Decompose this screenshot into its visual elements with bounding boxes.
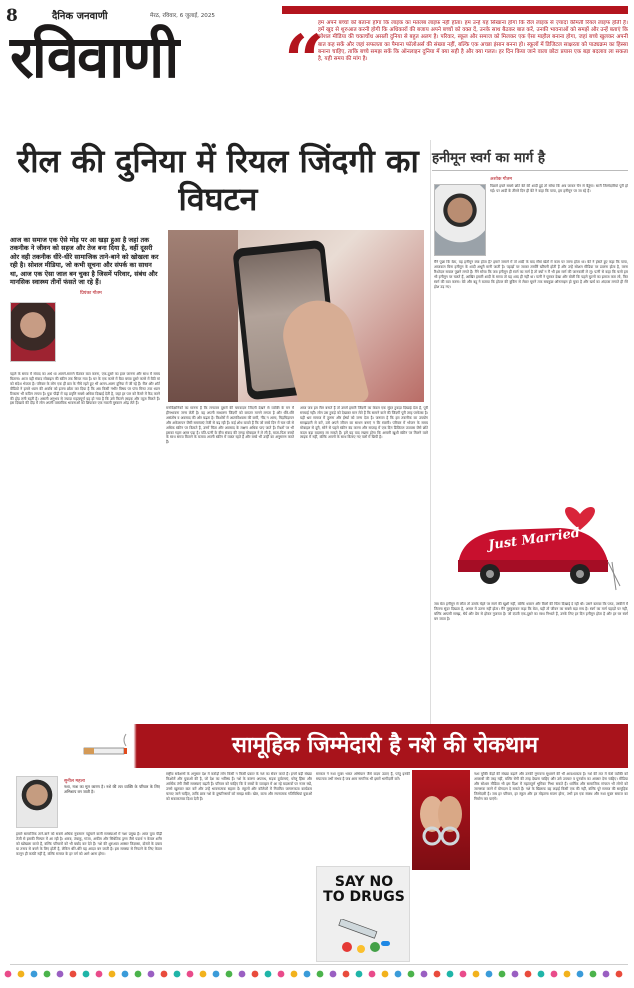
- decorative-dot: [213, 971, 220, 978]
- lower-article-intro: नशा, नाश का मूल कारण है। नशे की लत व्यक्ति के परिवार के लिए अभिशाप बन जाती है।: [64, 784, 160, 794]
- decorative-dot: [96, 971, 103, 978]
- decorative-dot: [473, 971, 480, 978]
- decorative-dot: [239, 971, 246, 978]
- handcuffed-hands-photo: [412, 770, 470, 870]
- paper-name: दैनिक जनवाणी: [52, 11, 108, 22]
- decorative-dot: [18, 971, 25, 978]
- lower-article-column-1: हमारे सामाजिक ताने-बाने को सबसे अधिक नुकसान पहुंचाने वाली समस्याओं में नशा प्रमुख है। आज युवा पीढ़ी तेजी से इसकी गिरफ्त में आ रही है। शराब, तंबाकू, गांजा, अफीम और सिंथेटिक ड्रग्स जैसे पदार्थ न केवल शरीर को खोखला करते हैं, बल्कि परिवारों को भी बर्बाद कर देते हैं। नशे की शुरुआत अक्सर जिज्ञासा, दोस्तों के दबाव या तनाव से बचने के लिए होती है, लेकिन धीरे-धीरे यह आदत बन जाती है। इस समस्या से निपटने के लिए केवल कानून ही काफी नहीं है, बल्कि समाज के हर वर्ग को आगे आना होगा।: [16, 832, 162, 856]
- side-author-photo: [434, 184, 486, 256]
- intro-quote-text: हम अपने बच्चों को बताना होगा कि लाइक का मतलब लाइफ़ नहीं होता। हम उन्हें यह सिखाना होगा कि रील लाइक से ज़्यादा कीमती रियल लाइफ होती है। हमें खुद से शुरुआत करनी होगी कि अधिकारों की बजाय अपने बच्चों को वक्त दें, उनके साथ बैठकर बात करें, उनकी भावनाओं को समझें और उन्हें बताएं कि सोशल मीडिया की चकाचौंध असली दुनिया से बहुत अलग है। परिवार, स्कूल और समाज को मिलकर एक ऐसा माहौल बनाना होगा, जहां बच्चे खुलकर अपनी बात कह सकें और जहां सफलता का पैमाना फॉलोअर्स की संख्या नहीं, बल्कि एक अच्छा इंसान बनना हो। स्कूलों में डिजिटल साक्षरता को पाठ्यक्रम का हिस्सा बनाना चाहिए, ताकि बच्चे समझ सकें कि ऑनलाइन दुनिया में क्या सही है और क्या गलत। हर दिन किया जाने वाला छोटा प्रयास एक बड़ा बदलाव ला सकता है, यही समय की मांग है।: [318, 20, 628, 63]
- decorative-dot: [382, 971, 389, 978]
- decorative-dot: [551, 971, 558, 978]
- decorative-dot: [135, 971, 142, 978]
- decorative-dot: [590, 971, 597, 978]
- cigarette-icon: [82, 730, 130, 764]
- decorative-dot: [148, 971, 155, 978]
- decorative-dot: [278, 971, 285, 978]
- decorative-dot: [369, 971, 376, 978]
- decorative-dot: [200, 971, 207, 978]
- decorative-dot: [70, 971, 77, 978]
- article-lede: आज का समाज एक ऐसे मोड़ पर आ खड़ा हुआ है जहां तक तकनीक ने जीवन को सहज और तेज बना दिया है, वहीं दूसरी ओर वही तकनीक धीरे-धीरे सामाजिक ताने-बाने को खोखला कर रही है। सोशल मीडिया, जो कभी सूचना और संपर्क का साधन था, आज एक ऐसा जाल बन चुका है जिसमें परिवार, संबंध और मानसिक स्वास्थ्य तीनों फंसते जा रहे हैं।: [10, 236, 159, 287]
- decorative-dot: [486, 971, 493, 978]
- lower-article-column-3: सरकार ने नशा मुक्त भारत अभियान जैसे कदम उठाए हैं, परंतु इनकी सफलता तभी संभव है जब आम नागरिक भी इसमें भागीदारी करें।: [316, 772, 410, 781]
- article-column-3: आज जब हम रील बनाते हैं तो उसमें हमारी जिंदगी का केवल एक सुंदर टुकड़ा दिखाई देता है, पूरी सच्चाई नहीं। लोग उस टुकड़े को देखकर मान लेते हैं कि सामने वाले की जिंदगी पूरी तरह परफेक्ट है। यही भ्रम समाज में तुलना और ईर्ष्या को जन्म देता है। जरूरत है कि हम तकनीक का उपयोग समझदारी से करें, उसे अपने जीवन का साधन बनाएं न कि स्वामी। परिवार में भोजन के समय मोबाइल से दूरी, सोने से पहले स्क्रीन बंद करना और सप्ताह में एक दिन डिजिटल उपवास जैसे छोटे कदम बड़ा बदलाव ला सकते हैं। हमें यह याद रखना होगा कि असली खुशी स्क्रीन पर मिलने वाले लाइक में नहीं, बल्कि अपनों के साथ बिताए गए पलों में छिपी है।: [300, 406, 428, 440]
- article-headline: रील की दुनिया में रियल जिंदगी का विघटन: [17, 142, 419, 218]
- page-number: 8: [6, 6, 18, 26]
- decorative-dot: [317, 971, 324, 978]
- decorative-dot: [499, 971, 506, 978]
- handcuff-icon: [412, 770, 470, 870]
- article-column-2: मनोवैज्ञानिकों का मानना है कि लगातार दूसरों की चमकदार जिंदगी देखने से व्यक्ति के मन में हीनभावना जन्म लेती है। वह अपनी साधारण जिंदगी को कमतर मानने लगता है और धीरे-धीरे असंतोष व अवसाद की ओर बढ़ता है। किशोरों में आत्मविश्वास की कमी, नींद न आना, चिड़चिड़ापन और अकेलापन जैसी समस्याएं तेजी से बढ़ रही हैं। कई शोध बताते हैं कि जो बच्चे दिन में चार घंटे से अधिक स्क्रीन पर बिताते हैं, उनमें चिंता और अवसाद के लक्षण अधिक पाए जाते हैं। रिश्तों पर भी इसका गहरा असर पड़ा है। पति-पत्नी के बीच संवाद की जगह मोबाइल ने ले ली है, माता-पिता बच्चों के साथ समय बिताने के बजाय अपनी स्क्रीन में व्यस्त रहते हैं और बच्चे भी उन्हीं का अनुसरण करते हैं।: [166, 406, 294, 445]
- footer-rule: [10, 964, 628, 965]
- decorative-dot: [187, 971, 194, 978]
- decorative-dot: [421, 971, 428, 978]
- decorative-dot: [434, 971, 441, 978]
- decorative-dot: [226, 971, 233, 978]
- just-married-text: Just Married: [487, 525, 581, 554]
- side-article-headline: हनीमून स्वर्ग का मार्ग है: [432, 150, 546, 166]
- photo-background: [168, 230, 238, 402]
- article-photo-phone-reel: [168, 230, 424, 402]
- lower-article-headline: सामूहिक जिम्मेदारी है नशे की रोकथाम: [231, 733, 539, 758]
- section-title: रविवाणी: [10, 23, 178, 91]
- just-married-illustration: [440, 474, 624, 594]
- article-column-1: पहले के समय में संवाद का अर्थ था आमने-सामने बैठकर बात करना, एक-दूसरे का हाल जानना और साथ में समय बिताना। आज वही संवाद मोबाइल की स्क्रीन तक सिमट गया है। घर के एक कमरे में बैठा बच्चा दूसरे कमरे में बैठी मां को संदेश भेजता है। परिवार के लोग एक ही छत के नीचे रहते हुए भी अलग-अलग दुनिया में जी रहे हैं। रील और शॉर्ट वीडियो ने हमारे ध्यान की अवधि को इतना छोटा कर दिया है कि अब किसी गंभीर विषय पर पांच मिनट तक ध्यान टिकाना भी कठिन लगता है। युवा पीढ़ी में यह प्रवृत्ति सबसे अधिक दिखाई देती है, जहां हर पल को कैमरे में कैद करने की होड़ लगी रहती है। असली अनुभव से ज्यादा महत्वपूर्ण यह हो गया है कि उसे कितने लाइक और व्यूज मिलते हैं। इस दिखावे की दौड़ में लोग अपनी वास्तविक भावनाओं को छिपाकर एक नकली मुस्कान ओढ़ लेते हैं।: [10, 372, 160, 406]
- decorative-dot: [330, 971, 337, 978]
- side-article-column-2: मैंने पूछा कि बेटा, यह हनीमून क्या होता है? हमारे जमाने में तो शादी के बाद सीधे खेतों में काम पर जाना होता था। बेटे ने हंसते हुए कहा कि पापा, आजकल बिना हनीमून के शादी अधूरी मानी जाती है। पहाड़ों पर जाकर तस्वीरें खींचनी होती हैं और उन्हें सोशल मीडिया पर डालना होता है, वरना रिश्तेदार सवाल पूछने लगते हैं। मैंने सोचा कि जब हनीमून ही स्वर्ग का मार्ग है तो क्यों न मैं भी इस मार्ग की जानकारी ले लूं। पत्नी से कहा कि चलो हम भी हनीमून पर चलते हैं, आखिर हमारी शादी के समय तो यह शब्द ही नहीं था। पत्नी ने घूरकर देखा और बोली कि पहले घुटनों का इलाज करा लो, फिर स्वर्ग की बात करना। बेटे और बहू ने बताया कि होटल की बुकिंग से लेकर घूमने तक सबकुछ ऑनलाइन हो चुका है और खर्च का अंदाजा लगाते ही मेरे होश उड़ गए।: [434, 260, 628, 289]
- syringe-pills-icon: [335, 919, 393, 957]
- decorative-dot: [304, 971, 311, 978]
- decorative-dot: [252, 971, 259, 978]
- edition-meta: मेरठ, रविवार, 6 जुलाई, 2025: [150, 13, 215, 19]
- decorative-dot: [174, 971, 181, 978]
- lower-author-photo: [16, 776, 58, 828]
- decorative-dot: [31, 971, 38, 978]
- decorative-dot: [57, 971, 64, 978]
- decorative-dot: [161, 971, 168, 978]
- lower-article-column-2: राष्ट्रीय सर्वेक्षणों के अनुसार देश में करोड़ों लोग किसी न किसी प्रकार के नशे का सेवन करते हैं। इनमें बड़ी संख्या किशोरों और युवाओं की है, जो देश का भविष्य हैं। नशे के कारण अपराध, सड़क दुर्घटनाएं, घरेलू हिंसा और आर्थिक तंगी जैसी समस्याएं बढ़ती हैं। परिवार को चाहिए कि वे बच्चों के व्यवहार में आ रहे बदलावों पर नजर रखें, उनसे खुलकर बात करें और उन्हें भावनात्मक सहारा दें। स्कूलों और कॉलेजों में नियमित जागरूकता कार्यक्रम चलाए जाने चाहिए, ताकि छात्र नशे के दुष्परिणामों को समझ सकें। खेल, कला और रचनात्मक गतिविधियां युवाओं को सकारात्मक दिशा देती हैं।: [166, 772, 312, 801]
- decorative-dot: [447, 971, 454, 978]
- decorative-dot: [616, 971, 623, 978]
- decorative-dot: [538, 971, 545, 978]
- side-rule: [432, 170, 628, 171]
- top-red-band: [282, 6, 628, 14]
- decorative-dot: [291, 971, 298, 978]
- decorative-dot: [460, 971, 467, 978]
- side-article-column-1: पिछले हफ्ते सबसे छोटे बेटे की शादी हुई तो सोचा कि अब जाकर चैन से बैठूंगा। सारी जिम्मेदारियां पूरी हो गईं। पर शादी के तीसरे दिन ही बेटे ने कहा कि पापा, हम हनीमून पर जा रहे हैं।: [490, 184, 628, 193]
- decorative-dot: [122, 971, 129, 978]
- say-no-to-drugs-poster: [316, 866, 410, 962]
- decorative-dot: [265, 971, 272, 978]
- decorative-dot: [603, 971, 610, 978]
- decorative-dot: [525, 971, 532, 978]
- decorative-dot: [395, 971, 402, 978]
- side-article-column-3: जब बेटा हनीमून से लौटा तो उसके चेहरे पर स्वर्ग की खुशी नहीं, बल्कि थकान और बिलों की चिंता दिखाई दे रही थी। उसने बताया कि पापा, तस्वीरों में जितना सुंदर दिखता है, असल में उतना नहीं होता। मैंने मुस्कुराकर कहा कि बेटा, यही तो जीवन का सबसे बड़ा सच है। स्वर्ग का मार्ग पहाड़ों पर नहीं, बल्कि आपसी समझ, धैर्य और प्रेम से होकर गुजरता है। जो दंपती एक-दूसरे का साथ निभाते हैं, उनके लिए हर दिन हनीमून होता है और हर घर स्वर्ग बन जाता है।: [434, 602, 628, 621]
- decorative-dot: [564, 971, 571, 978]
- side-article-byline: अशोक गौतम: [490, 177, 512, 182]
- lower-article-column-4: नशा मुक्ति केंद्रों की संख्या बढ़ाने और उनकी गुणवत्ता सुधारने की भी आवश्यकता है। नशे की लत में फंसे व्यक्ति को अपराधी की तरह नहीं, बल्कि रोगी की तरह देखना चाहिए और उसे उपचार व पुनर्वास का अवसर देना चाहिए। मीडिया और सोशल मीडिया भी इस दिशा में महत्वपूर्ण भूमिका निभा सकते हैं। धार्मिक और सामाजिक संगठन भी लोगों को जागरूक करने में योगदान दे सकते हैं। नशे के खिलाफ यह लड़ाई किसी एक की नहीं, बल्कि पूरे समाज की सामूहिक जिम्मेदारी है। जब हर परिवार, हर स्कूल और हर मोहल्ला सजग होगा, तभी हम एक स्वस्थ और नशा मुक्त समाज का निर्माण कर पाएंगे।: [474, 772, 628, 801]
- decorative-dot: [512, 971, 519, 978]
- column-divider: [430, 140, 431, 730]
- decorative-dot: [408, 971, 415, 978]
- decorative-dot: [343, 971, 350, 978]
- decorative-dots-strip: [0, 968, 634, 980]
- quote-mark-icon: “: [284, 19, 325, 102]
- decorative-dot: [356, 971, 363, 978]
- decorative-dot: [83, 971, 90, 978]
- say-no-text: SAY NO TO DRUGS: [323, 874, 405, 905]
- lower-article-byline: सुनील महला: [64, 779, 85, 784]
- article-byline: प्रियंका गौतम: [80, 291, 102, 296]
- decorative-dot: [109, 971, 116, 978]
- decorative-dot: [44, 971, 51, 978]
- author-photo: [10, 302, 56, 362]
- decorative-dot: [5, 971, 12, 978]
- decorative-dot: [577, 971, 584, 978]
